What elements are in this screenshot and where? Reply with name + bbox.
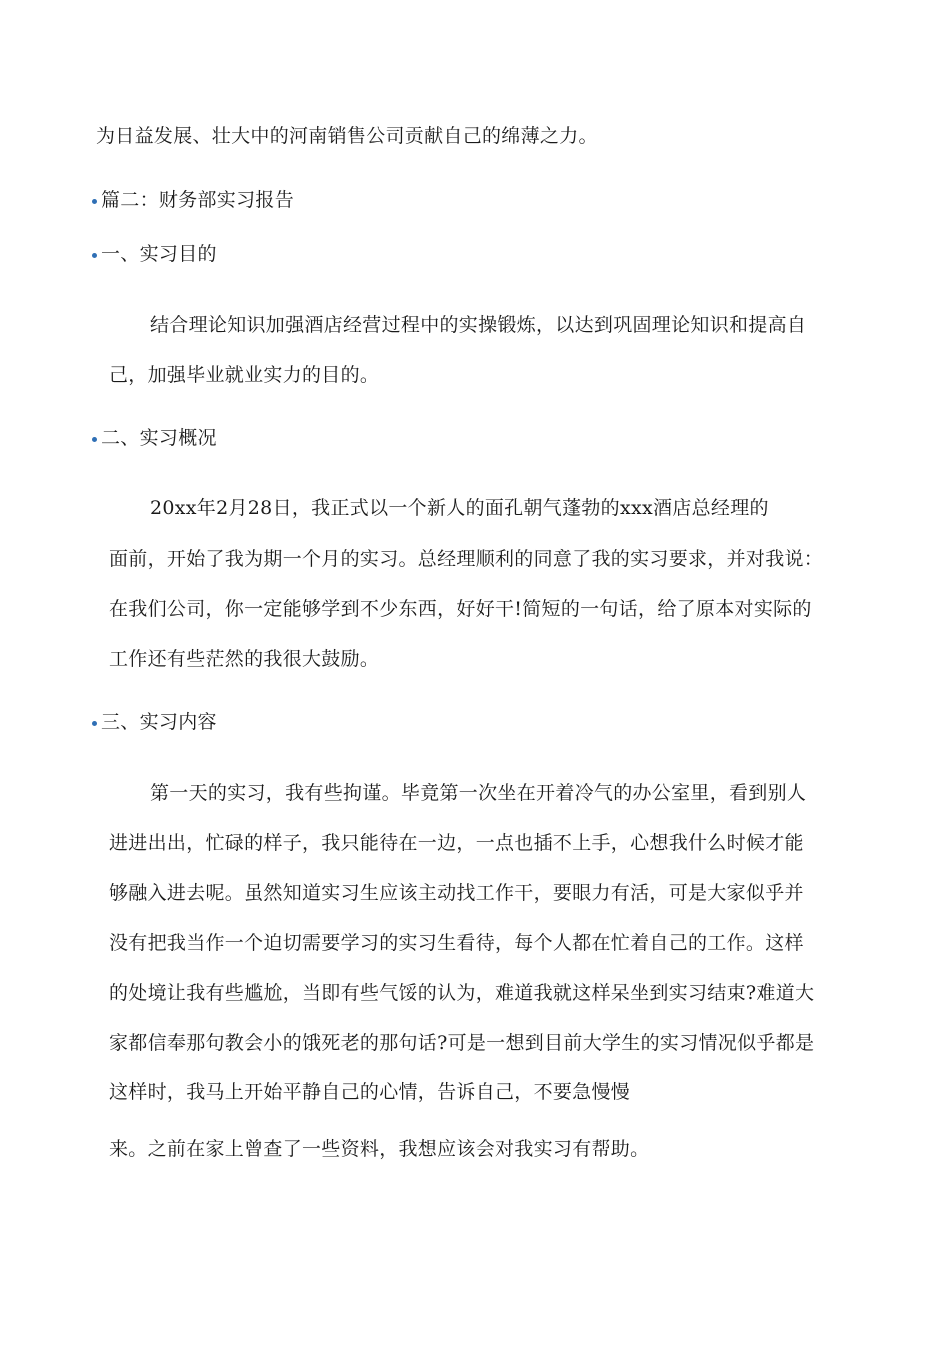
paragraph-line: 第一天的实习，我有些拘谨。毕竟第一次坐在开着冷气的办公室里，看到别人	[150, 782, 807, 804]
closing-line: 来。之前在家上曾查了一些资料，我想应该会对我实习有帮助。	[109, 1138, 650, 1160]
heading-practice-overview: 二、实习概况	[101, 427, 217, 449]
paragraph-line: 这样时，我马上开始平静自己的心情，告诉自己，不要急慢慢	[109, 1081, 631, 1103]
paragraph-line: 够融入进去呢。虽然知道实习生应该主动找工作干，要眼力有活，可是大家似乎并	[109, 882, 804, 904]
bullet-icon	[92, 253, 97, 258]
paragraph-line: 20xx年2月28日，我正式以一个新人的面孔朝气蓬勃的xxx酒店总经理的	[150, 497, 769, 519]
intro-line: 为日益发展、壮大中的河南销售公司贡献自己的绵薄之力。	[96, 125, 598, 147]
paragraph-line: 己，加强毕业就业实力的目的。	[109, 364, 380, 386]
paragraph-line: 的处境让我有些尴尬，当即有些气馁的认为，难道我就这样呆坐到实习结束?难道大	[109, 982, 815, 1004]
paragraph-line: 工作还有些茫然的我很大鼓励。	[109, 648, 380, 670]
bullet-icon	[92, 437, 97, 442]
paragraph-line: 家都信奉那句教会小的饿死老的那句话?可是一想到目前大学生的实习情况似乎都是	[109, 1032, 815, 1054]
paragraph-line: 没有把我当作一个迫切需要学习的实习生看待，每个人都在忙着自己的工作。这样	[109, 932, 804, 954]
bullet-icon	[92, 721, 97, 726]
paragraph-line: 结合理论知识加强酒店经营过程中的实操锻炼，以达到巩固理论知识和提高自	[150, 314, 807, 336]
section-title: 篇二：财务部实习报告	[101, 189, 295, 211]
paragraph-line: 在我们公司，你一定能够学到不少东西，好好干!简短的一句话，给了原本对实际的	[109, 598, 812, 620]
heading-practice-purpose: 一、实习目的	[101, 243, 217, 265]
heading-practice-content: 三、实习内容	[101, 711, 217, 733]
paragraph-line: 进进出出，忙碌的样子，我只能待在一边，一点也插不上手，心想我什么时候才能	[109, 832, 804, 854]
bullet-icon	[92, 199, 97, 204]
paragraph-line: 面前，开始了我为期一个月的实习。总经理顺利的同意了我的实习要求，并对我说：	[109, 548, 824, 570]
